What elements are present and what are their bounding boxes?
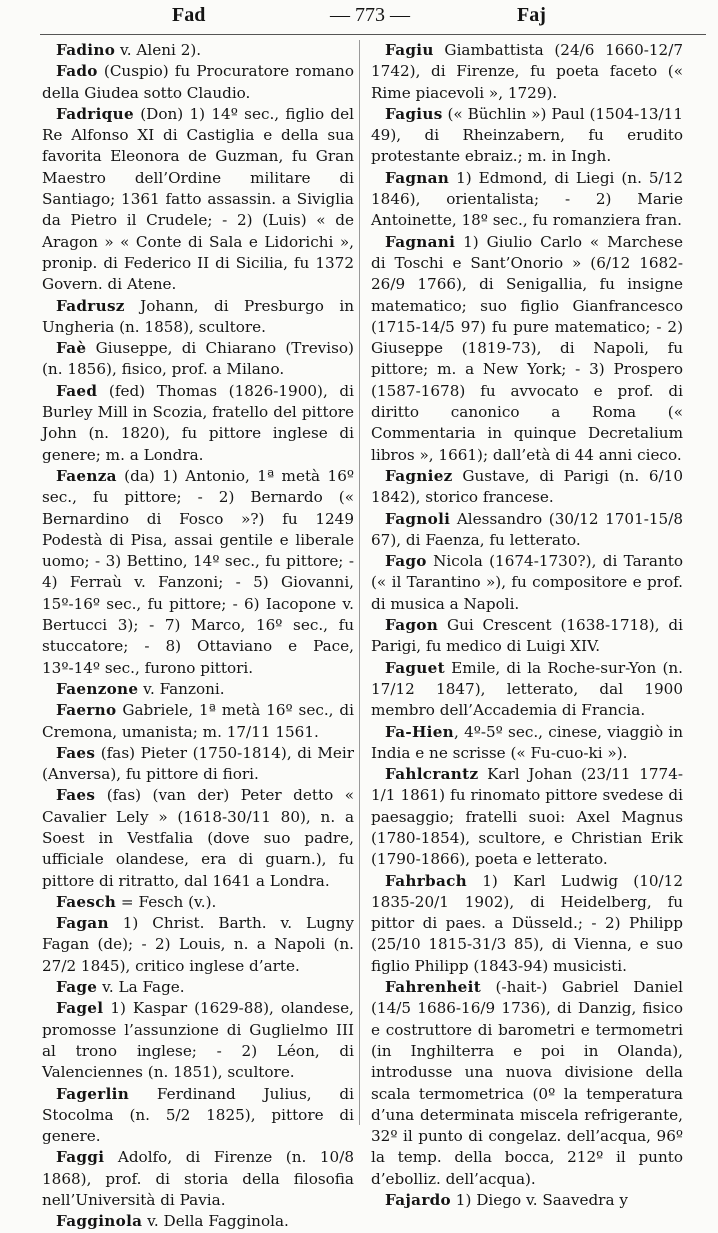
dictionary-entry <box>42 1211 354 1232</box>
dictionary-entry <box>42 1084 354 1148</box>
entry-headword: Fadrique <box>56 104 134 123</box>
dictionary-entry <box>371 551 683 615</box>
entry-headword: Fahrenheit <box>385 978 482 997</box>
entry-text: 1) Diego v. Saavedra y <box>450 1191 628 1210</box>
dictionary-entry <box>42 61 354 104</box>
entry-text: Nicola (1674-1730?), di Taranto (« il Tarantino »), fu compositore e prof. di musica a Napoli. <box>371 552 683 613</box>
entry-text: v. La Fage. <box>97 978 185 997</box>
left-column <box>42 40 354 1233</box>
entry-headword: Fahrbach <box>385 871 467 890</box>
dictionary-entry <box>371 509 683 552</box>
entry-text: (Don) 1) 14º sec., figlio del Re Alfonso XI di Castiglia e della sua favorita Eleonora de Guzman, fu Gran Maestro dell’Ordine militare di Santiago; 1361 fatto assassin. a Siviglia da Pietro il Crudele; - 2) (Luis) « de Aragon » « Conte di Sala e Lidorichi », pronip. di Federico II di Sicilia, fu 1372 Govern. di Atene. <box>42 104 354 294</box>
entry-text: Gustave, di Parigi (n. 6/10 1842), storico francese. <box>371 466 683 507</box>
dictionary-entry <box>371 168 683 232</box>
entry-text: Alessandro (30/12 1701-15/8 67), di Faenza, fu letterato. <box>371 509 683 549</box>
dictionary-entry <box>371 722 683 765</box>
entry-text: (« Büchlin ») Paul (1504-13/11 49), di Rheinzabern, fu erudito protestante ebraiz.; m. in Ingh. <box>371 104 683 166</box>
entry-headword: Fagerlin <box>56 1084 130 1103</box>
entry-text: Adolfo, di Firenze (n. 10/8 1868), prof. di storia della filosofia nell’Università di Pavia. <box>42 1148 354 1210</box>
entry-headword: Faerno <box>56 701 117 720</box>
entry-headword: Faesch <box>56 892 117 911</box>
entry-text: (fas) Pieter (1750-1814), di Meir (Anversa), fu pittore di fiori. <box>42 743 354 784</box>
header-rule <box>40 34 706 35</box>
entry-text: 1) Edmond, di Liegi (n. 5/12 1846), orientalista; - 2) Marie Antoinette, 18º sec., fu romanziera fran. <box>371 168 683 230</box>
entry-text: , 4º-5º sec., cinese, viaggiò in India e ne scrisse (« Fu-cuo-ki »). <box>371 722 683 762</box>
dictionary-entry <box>42 743 354 786</box>
entry-headword: Fagiu <box>385 41 434 59</box>
entry-text: (fas) (van der) Peter detto « Cavalier Lely » (1618-30/11 80), n. a Soest in Vestfalia (dove suo padre, ufficiale olandese, era di guarn.), fu pittore di ritratto, dal 1641 a Londra. <box>42 786 354 890</box>
dictionary-entry <box>42 381 354 466</box>
entry-headword: Faes <box>56 786 96 805</box>
entry-text: 1) Karl Ludwig (10/12 1835-20/1 1902), di Heidelberg, fu pittor di paes. a Düsseld.; - 2) Philipp (25/10 1815-31/3 85), di Vienna, e suo figlio Philipp (1843-94) musicisti. <box>371 871 683 975</box>
dictionary-entry <box>42 700 354 743</box>
dictionary-entry <box>371 658 683 722</box>
dictionary-entry <box>42 40 354 61</box>
entry-text: Giambattista (24/6 1660-12/7 1742), di Firenze, fu poeta faceto (« Rime piacevoli », 1729). <box>371 41 683 102</box>
entry-text: Ferdinand Julius, di Stocolma (n. 5/2 1825), pittore di genere. <box>42 1084 354 1146</box>
entry-headword: Fagnani <box>385 232 456 251</box>
entry-headword: Fadrusz <box>56 296 125 315</box>
entry-headword: Fagel <box>56 999 104 1018</box>
dictionary-entry <box>42 104 354 296</box>
entry-text: 1) Kaspar (1629-88), olandese, promosse l’assunzione di Guglielmo III al trono inglese; - 2) Léon, di Valenciennes (n. 1851), scultore. <box>42 999 354 1082</box>
dictionary-entry <box>42 998 354 1083</box>
entry-headword: Fahlcrantz <box>385 765 479 784</box>
dictionary-entry <box>42 785 354 891</box>
entry-headword: Faggi <box>56 1148 105 1167</box>
entry-headword: Fago <box>385 552 427 571</box>
dictionary-entry <box>371 232 683 466</box>
entry-text: (da) 1) Antonio, 1ª metà 16º sec., fu pittore; - 2) Bernardo (« Bernardino di Fosco »?) fu 1249 Podestà di Pisa, assai gentile e liberale uomo; - 3) Bettino, 14º sec., fu pittore; - 4) Ferraù v. Fanzoni; - 5) Giovanni, 15º-16º sec., fu pittore; - 6) Iacopone v. Bertucci 3); - 7) Marco, 16º sec., fu stuccatore; - 8) Ottaviano e Pace, 13º-14º sec., furono pittori. <box>42 466 354 677</box>
entry-headword: Fagan <box>56 914 109 933</box>
header-left-guide-word: Fad <box>172 4 206 26</box>
dictionary-entry <box>371 977 683 1190</box>
dictionary-entry <box>42 977 354 998</box>
dictionary-entry <box>42 466 354 679</box>
dictionary-entry <box>42 1147 354 1211</box>
entry-headword: Fado <box>56 62 98 81</box>
entry-headword: Fagnoli <box>385 509 451 528</box>
dictionary-entry <box>42 338 354 381</box>
entry-headword: Fage <box>56 978 98 997</box>
entry-text: Giuseppe, di Chiarano (Treviso) (n. 1856), fisico, prof. a Milano. <box>42 339 354 379</box>
right-column <box>371 40 683 1211</box>
dictionary-entry <box>42 913 354 977</box>
entry-headword: Fagon <box>385 616 439 635</box>
entry-text: Johann, di Presburgo in Ungheria (n. 1858), scultore. <box>42 296 354 336</box>
column-separator <box>359 40 360 1125</box>
dictionary-entry <box>371 871 683 977</box>
entry-headword: Fajardo <box>385 1191 451 1210</box>
entry-headword: Faenzone <box>56 679 139 698</box>
entry-headword: Fadino <box>56 41 116 59</box>
entry-headword: Fagius <box>385 104 443 123</box>
entry-text: 1) Giulio Carlo « Marchese di Toschi e Sant’Onorio » (6/12 1682-26/9 1766), di Senigallia, fu insigne matematico; suo figlio Gianfrancesco (1715-14/5 97) fu pure matematico; - 2) Giuseppe (1819-73), di Napoli, fu pittore; m. a New York; - 3) Prospero (1587-1678) fu avvocato e prof. di diritto canonico a Roma (« Commentaria in quinque Decretalium libros », 1661); dall’età di 44 anni cieco. <box>371 232 683 464</box>
entry-text: = Fesch (v.). <box>116 892 217 911</box>
entry-headword: Fagnan <box>385 168 450 187</box>
entry-text: 1) Christ. Barth. v. Lugny Fagan (de); - 2) Louis, n. a Napoli (n. 27/2 1845), critico inglese d’arte. <box>42 914 354 975</box>
entry-text: (-hait-) Gabriel Daniel (14/5 1686-16/9 1736), di Danzig, fisico e costruttore di barometri e termometri (in Inghilterra e poi in Olanda), introdusse una nuova divisione della scala termometrica (0º la temperatura d’una determinata miscela refrigerante, 32º il punto di congelaz. dell’acqua, 96º la temp. della bocca, 212º il punto d’ebolliz. dell’acqua). <box>371 978 683 1188</box>
entry-headword: Faguet <box>385 658 445 677</box>
running-header <box>0 4 718 32</box>
dictionary-entry <box>371 104 683 168</box>
entry-headword: Fagginola <box>56 1212 143 1231</box>
entry-text: Gabriele, 1ª metà 16º sec., di Cremona, umanista; m. 17/11 1561. <box>42 701 354 741</box>
entry-headword: Faes <box>56 743 96 762</box>
dictionary-entry <box>371 1190 683 1211</box>
entry-headword: Fagniez <box>385 466 453 485</box>
entry-headword: Fa-Hien <box>385 722 455 741</box>
entry-headword: Faenza <box>56 466 117 485</box>
page-number: — 773 — <box>330 4 410 26</box>
dictionary-entry <box>371 40 683 104</box>
entry-text: Emile, di la Roche-sur-Yon (n. 17/12 1847), letterato, dal 1900 membro dell’Accademia di Francia. <box>371 658 683 720</box>
dictionary-entry <box>371 466 683 509</box>
dictionary-entry <box>371 615 683 658</box>
entry-headword: Faè <box>56 339 87 358</box>
entry-text: v. Aleni 2). <box>115 41 202 59</box>
entry-headword: Faed <box>56 381 98 400</box>
entry-text: v. Fanzoni. <box>138 679 225 698</box>
header-right-guide-word: Faj <box>517 4 546 26</box>
entry-text: v. Della Fagginola. <box>142 1212 289 1231</box>
entry-text: (Cuspio) fu Procuratore romano della Giudea sotto Claudio. <box>42 62 354 102</box>
entry-text: Karl Johan (23/11 1774-1/1 1861) fu rinomato pittore svedese di paesaggio; fratelli suoi: Axel Magnus (1780-1854), scultore, e Christian Erik (1790-1866), poeta e letterato. <box>371 765 683 869</box>
dictionary-entry <box>42 892 354 913</box>
dictionary-entry <box>42 679 354 700</box>
dictionary-entry <box>42 296 354 339</box>
dictionary-entry <box>371 764 683 870</box>
entry-text: Gui Crescent (1638-1718), di Parigi, fu medico di Luigi XIV. <box>371 616 683 656</box>
entry-text: (fed) Thomas (1826-1900), di Burley Mill in Scozia, fratello del pittore John (n. 1820), fu pittore inglese di genere; m. a Londra. <box>42 381 354 464</box>
